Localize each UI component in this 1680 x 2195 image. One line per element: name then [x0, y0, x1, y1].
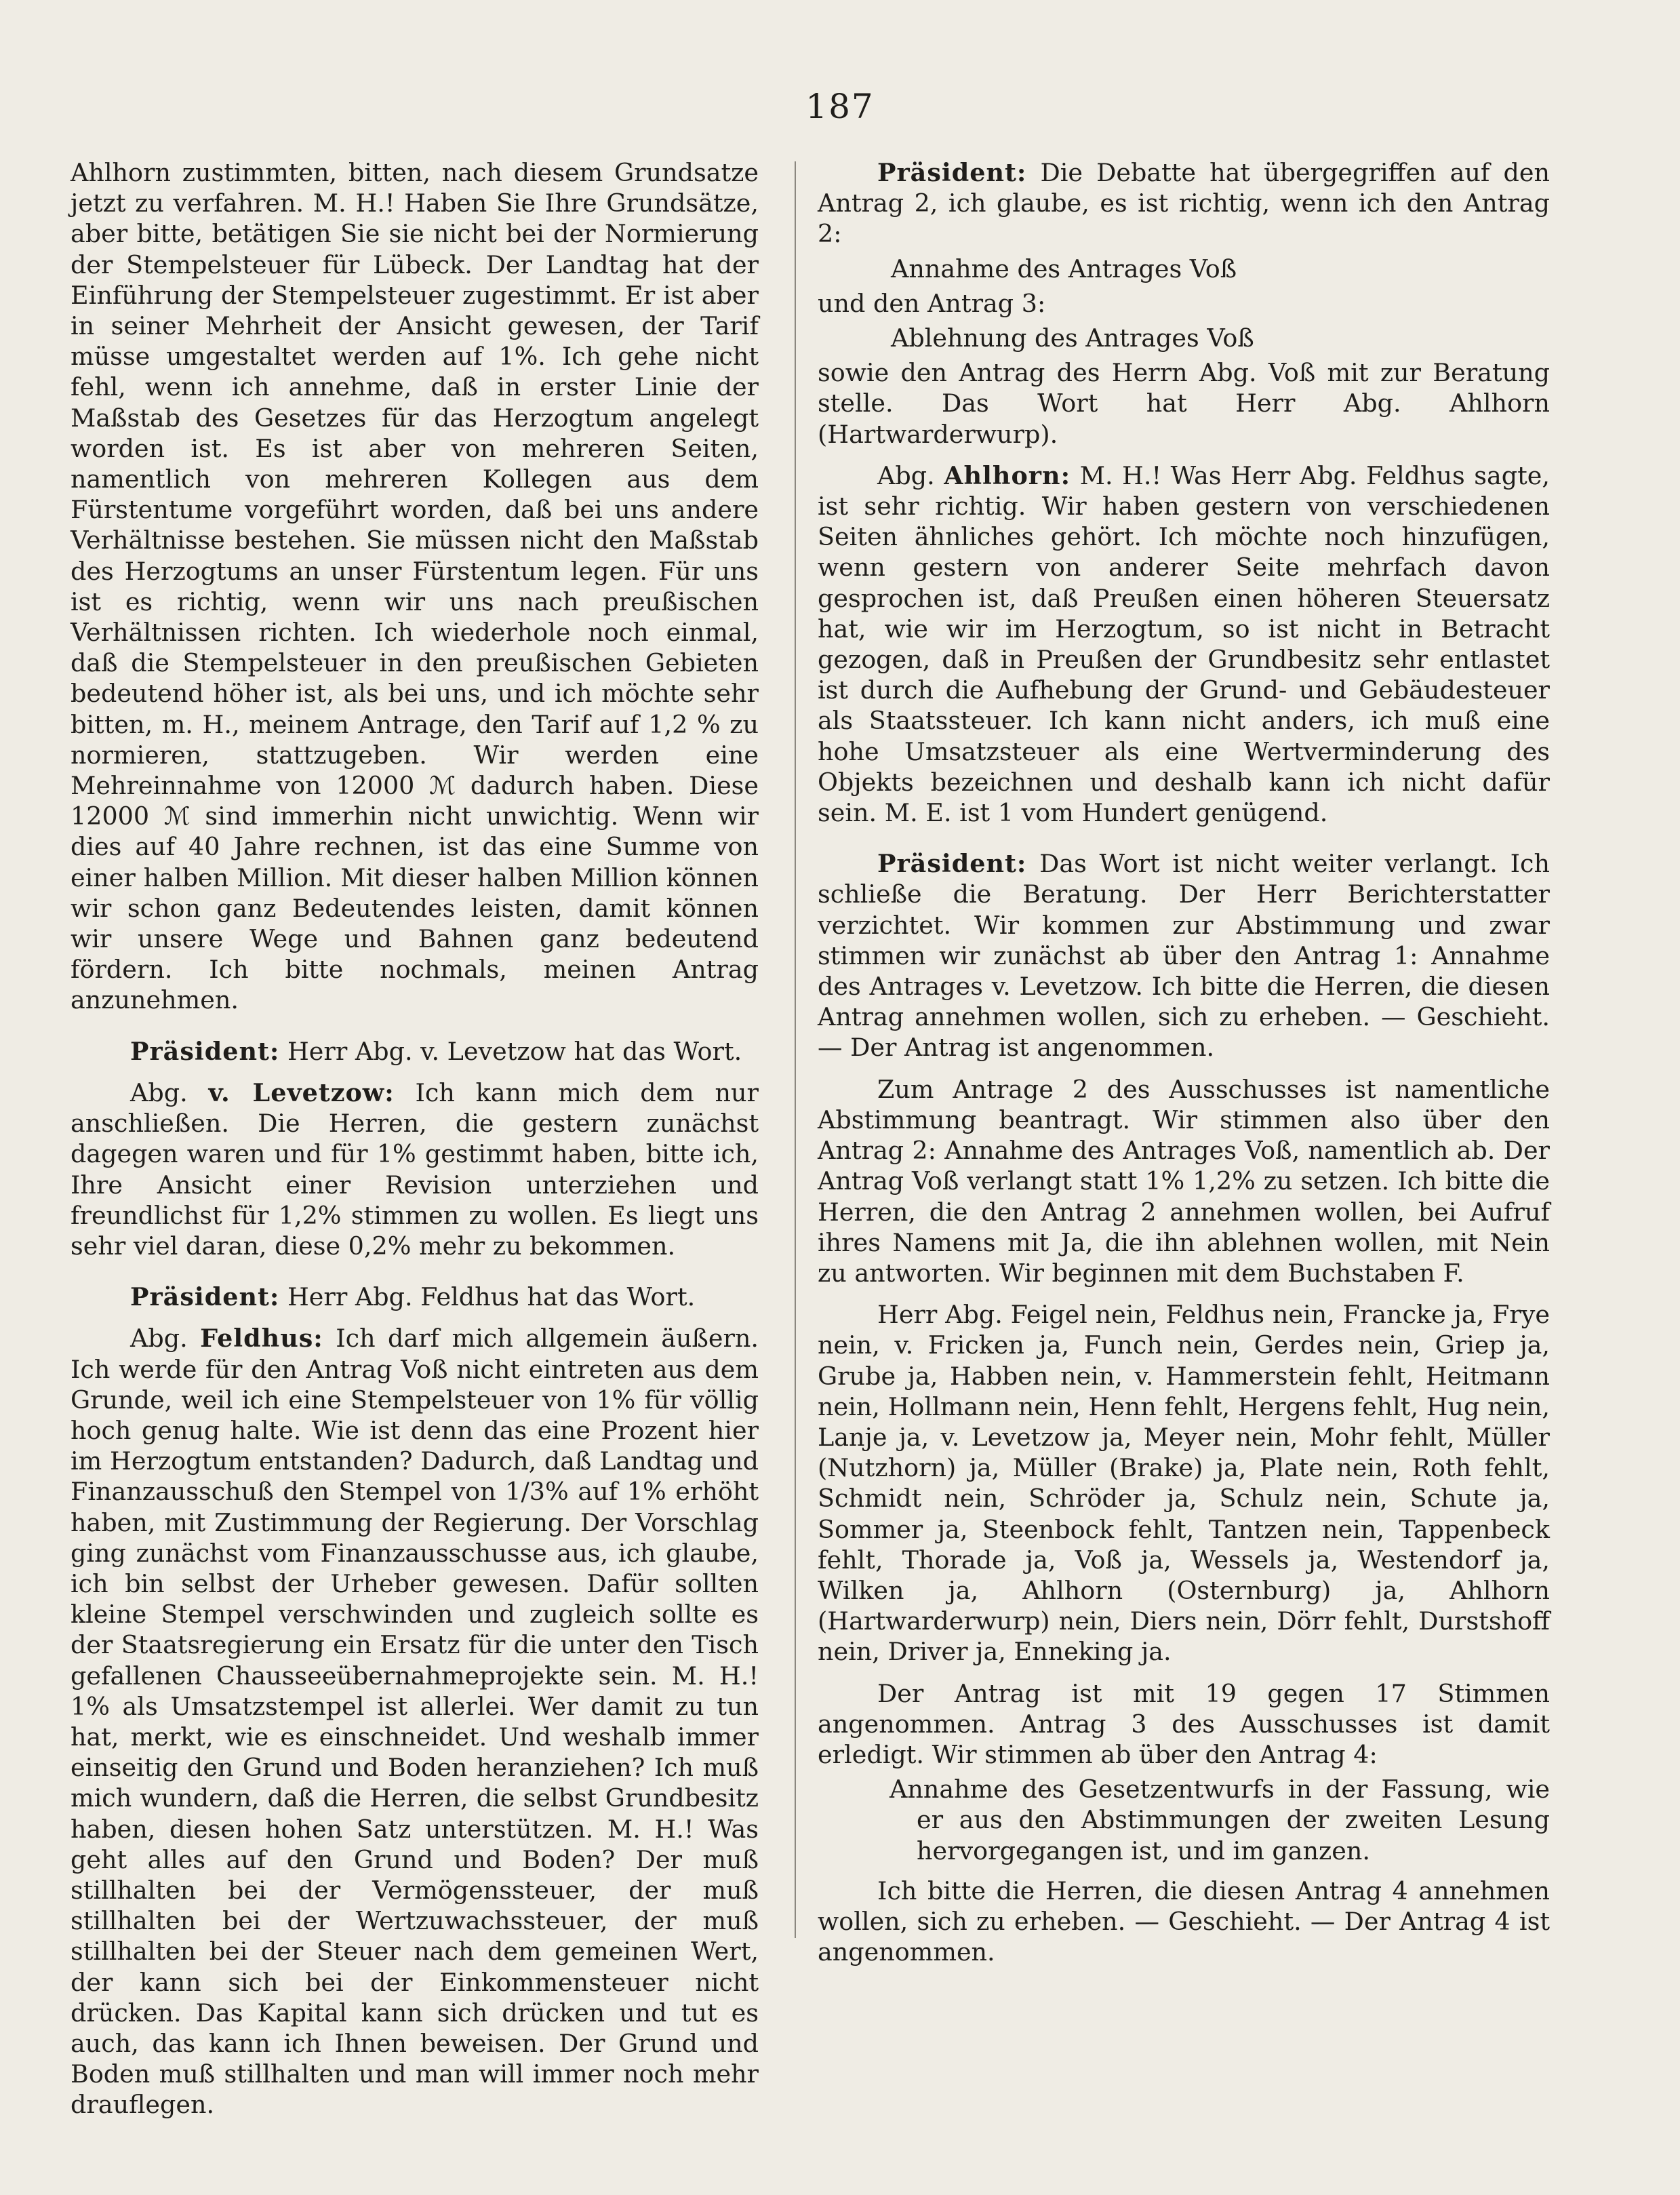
speaker-prefix: Abg.	[130, 1324, 201, 1353]
quoted-motion: Ablehnung des Antrages Voß	[891, 323, 1254, 353]
paragraph	[71, 1036, 759, 1067]
paragraph	[818, 848, 1550, 1063]
speech-text: Ich darf mich allgemein äußern. Ich werde für den Antrag Voß nicht eintreten aus dem Grunde, weil ich eine Stempelsteuer von 1% für völlig hoch genug halte. Wie ist denn das eine Prozent hier im Herzogtum entstanden? Dadurch, daß Landtag und Finanzausschuß den Stempel von 1/3% auf 1% erhöht haben, mit Zustimmung der Regierung. Der Vorschlag ging zunächst vom Finanzausschusse aus, ich glaube, ich bin selbst der Urheber gewesen. Dafür sollten kleine Stempel verschwinden und zugleich sollte es der Staatsregierung ein Ersatz für die unter den Tisch gefallenen Chausseeübernahmeprojekte sein. M. H.! 1% als Umsatzstempel ist allerlei. Wer damit zu tun hat, merkt, wie es einschneidet. Und weshalb immer einseitig den Grund und Boden heranziehen? Ich muß mich wundern, daß die Herren, die selbst Grundbesitz haben, diesen hohen Satz unterstützen. M. H.! Was geht alles auf den Grund und Boden? Der muß stillhalten bei der Vermögenssteuer, der muß stillhalten bei der Wertzuwachssteuer, der muß stillhalten bei der Steuer nach dem gemeinen Wert, der kann sich bei der Einkommensteuer nicht drücken. Das Kapital kann sich drücken und tut es auch, das kann ich Ihnen beweisen. Der Grund und Boden muß stillhalten und man will immer noch mehr drauflegen.	[71, 1324, 759, 2120]
speech-text: Herr Abg. v. Levetzow hat das Wort.	[279, 1036, 742, 1066]
paragraph	[71, 1077, 759, 1261]
quoted-motion: Annahme des Antrages Voß	[891, 254, 1237, 283]
paragraph	[71, 1323, 759, 2120]
paragraph: Ahlhorn zustimmten, bitten, nach diesem Grundsatze jetzt zu verfahren. M. H.! Haben Sie Ihre Grundsätze, aber bitte, betätigen Sie sie nicht bei der Normierung der Stempelsteuer für Lübeck. Der Landtag hat der Einführung der Stempelsteuer zugestimmt. Er ist aber in seiner Mehrheit der Ansicht gewesen, der Tarif müsse umgestaltet werden auf 1%. Ich gehe nicht fehl, wenn ich annehme, daß in erster Linie der Maßstab des Gesetzes für das Herzogtum angelegt worden ist. Es ist aber von mehreren Seiten, namentlich von mehreren Kollegen aus dem Fürstentume vorgeführt worden, daß bei uns andere Verhältnisse bestehen. Sie müssen nicht den Maßstab des Herzogtums an unser Fürstentum legen. Für uns ist es richtig, wenn wir uns nach preußischen Verhältnissen richten. Ich wiederhole noch einmal, daß die Stempelsteuer in den preußischen Gebieten bedeutend höher ist, als bei uns, und ich möchte sehr bitten, m. H., meinem Antrage, den Tarif auf 1,2 % zu normieren, stattzugeben. Wir werden eine Mehreinnahme von 12000 ℳ dadurch haben. Diese 12000 ℳ sind immerhin nicht unwichtig. Wenn wir dies auf 40 Jahre rechnen, ist das eine Summe von einer halben Million. Mit dieser halben Million können wir schon ganz Bedeutendes leisten, damit können wir unsere Wege und Bahnen ganz bedeutend fördern. Ich bitte nochmals, meinen Antrag anzunehmen.	[71, 158, 759, 1015]
speaker-prefix: Abg.	[877, 460, 944, 490]
paragraph: sowie den Antrag des Herrn Abg. Voß mit zur Beratung stelle. Das Wort hat Herr Abg. Ahlhorn (Hartwarderwurp).	[818, 358, 1550, 449]
quoted-motion: Annahme des Gesetzentwurfs in der Fassung, wie er aus den Abstimmungen der zweiten Lesung hervorgegangen ist, und im ganzen.	[889, 1775, 1550, 1865]
paragraph	[818, 460, 1550, 828]
speech-text: Ich kann mich dem nur anschließen. Die Herren, die gestern zunächst dagegen waren und für 1% gestimmt haben, bitte ich, Ihre Ansicht einer Revision unterziehen und freundlichst für 1,2% stimmen zu wollen. Es liegt uns sehr viel daran, diese 0,2% mehr zu bekommen.	[71, 1077, 759, 1261]
speech-text: M. H.! Was Herr Abg. Feldhus sagte, ist sehr richtig. Wir haben gestern von verschiedenen Seiten ähnliches gehört. Ich möchte noch hinzufügen, wenn gestern von anderer Seite mehrfach davon gesprochen ist, daß Preußen einen höheren Steuersatz hat, wie wir im Herzogtum, so ist nicht in Betracht gezogen, daß in Preußen der Grundbesitz sehr entlastet ist durch die Aufhebung der Grund- und Gebäudesteuer als Staatssteuer. Ich kann nicht anders, ich muß eine hohe Umsatzsteuer als eine Wertverminderung des Objekts bezeichnen und deshalb kann ich nicht dafür sein. M. E. ist 1 vom Hundert genügend.	[818, 460, 1550, 828]
speaker-name: v. Levetzow:	[208, 1077, 395, 1107]
speaker-name: Präsident:	[877, 849, 1027, 879]
speaker-name: Ahlhorn:	[944, 460, 1071, 490]
speech-text: Herr Abg. Feldhus hat das Wort.	[279, 1282, 696, 1312]
speaker-name: Präsident:	[130, 1282, 280, 1312]
speaker-name: Präsident:	[877, 158, 1027, 187]
right-column	[818, 157, 1550, 1967]
roll-call-list: Herr Abg. Feigel nein, Feldhus nein, Francke ja, Frye nein, v. Fricken ja, Funch nein, Gerdes nein, Griep ja, Grube ja, Habben nein, v. Hammerstein fehlt, Heitmann nein, Hollmann nein, Henn fehlt, Hergens fehlt, Hug nein, Lanje ja, v. Levetzow ja, Meyer nein, Mohr fehlt, Müller (Nutzhorn) ja, Müller (Brake) ja, Plate nein, Roth fehlt, Schmidt nein, Schröder ja, Schulz nein, Schute ja, Sommer ja, Steenbock fehlt, Tantzen nein, Tappenbeck fehlt, Thorade ja, Voß ja, Wessels ja, Westendorf ja, Wilken ja, Ahlhorn (Osternburg) ja, Ahlhorn (Hartwarderwurp) nein, Diers nein, Dörr fehlt, Durstshoff nein, Driver ja, Enneking ja.	[818, 1300, 1550, 1667]
speaker-name: Präsident:	[130, 1036, 280, 1066]
speaker-prefix: Abg.	[130, 1077, 209, 1107]
speaker-name: Feldhus:	[200, 1324, 323, 1353]
column-divider	[795, 161, 796, 1938]
speech-text: Die Debatte hat übergegriffen auf den Antrag 2, ich glaube, es ist richtig, wenn ich den Antrag 2:	[818, 158, 1550, 249]
paragraph: Zum Antrage 2 des Ausschusses ist namentliche Abstimmung beantragt. Wir stimmen also über den Antrag 2: Annahme des Antrages Voß, namentlich ab. Der Antrag Voß verlangt statt 1% 1,2% zu setzen. Ich bitte die Herren, die den Antrag 2 annehmen wollen, bei Aufruf ihres Namens mit Ja, die ihn ablehnen wollen, mit Nein zu antworten. Wir beginnen mit dem Buchstaben F.	[818, 1074, 1550, 1288]
left-column	[71, 157, 759, 2120]
page-number: 187	[805, 87, 875, 126]
paragraph	[71, 1282, 759, 1312]
paragraph: Ich bitte die Herren, die diesen Antrag 4 annehmen wollen, sich zu erheben. — Geschieht. — Der Antrag 4 ist angenommen.	[818, 1876, 1550, 1967]
paragraph	[818, 157, 1550, 250]
paragraph: und den Antrag 3:	[818, 288, 1046, 318]
speech-text: Das Wort ist nicht weiter verlangt. Ich schließe die Beratung. Der Herr Berichterstatter verzichtet. Wir kommen zur Abstimmung und zwar stimmen wir zunächst ab über den Antrag 1: Annahme des Antrages v. Levetzow. Ich bitte die Herren, die diesen Antrag annehmen wollen, sich zu erheben. — Geschieht. — Der Antrag ist angenommen.	[818, 849, 1550, 1063]
paragraph: Der Antrag ist mit 19 gegen 17 Stimmen angenommen. Antrag 3 des Ausschusses ist damit erledigt. Wir stimmen ab über den Antrag 4:	[818, 1678, 1550, 1769]
